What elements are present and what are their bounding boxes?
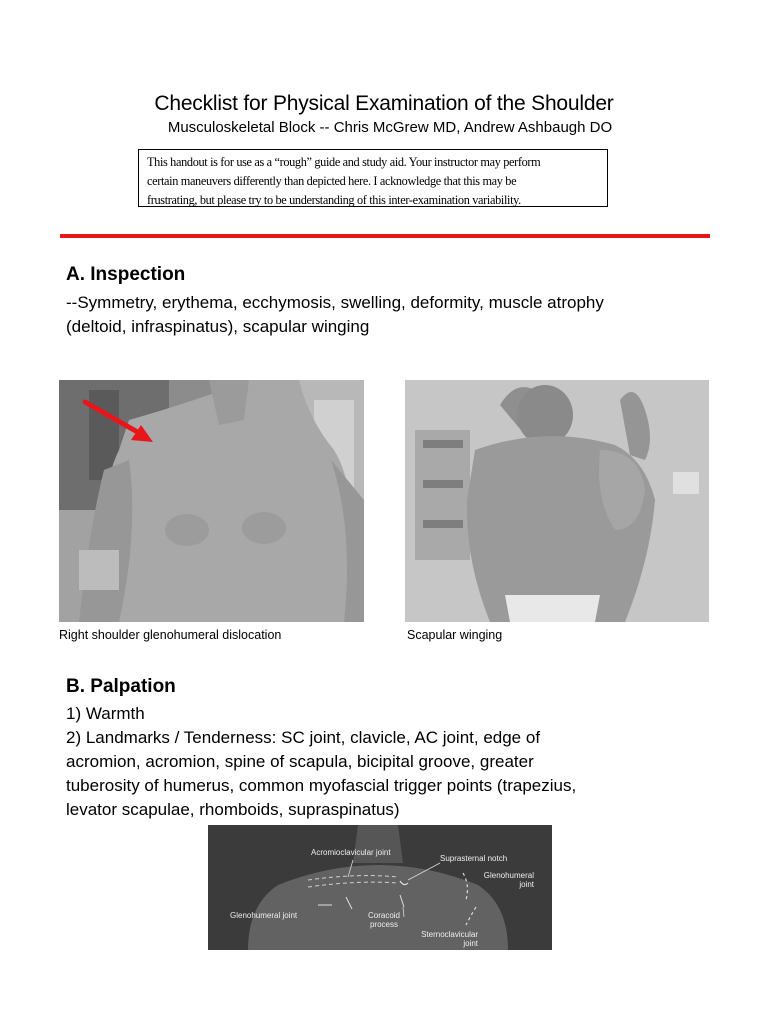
- landmarks-figure: [208, 825, 552, 950]
- dislocation-photo: [59, 380, 364, 622]
- dislocation-caption: Right shoulder glenohumeral dislocation: [59, 628, 282, 642]
- label-glenohumeral-right: [476, 871, 534, 889]
- label-line: process: [369, 920, 398, 929]
- disclaimer-box: [138, 149, 608, 207]
- scapular-winging-photo: [405, 380, 709, 622]
- label-suprasternal: Suprasternal notch: [440, 854, 508, 863]
- red-arrow-icon: [59, 380, 364, 622]
- palpation-text: [66, 702, 706, 822]
- label-line: Coracoid: [367, 911, 400, 920]
- palpation-line: levator scapulae, rhomboids, supraspinatus): [66, 800, 400, 819]
- palpation-line: acromion, acromion, spine of scapula, bicipital groove, greater: [66, 752, 534, 771]
- disclaimer-line: frustrating, but please try to be understanding of this inter-examination variability.: [147, 193, 521, 207]
- palpation-heading: B. Palpation: [66, 676, 176, 697]
- label-glenohumeral-left: Glenohumeral joint: [230, 911, 298, 920]
- palpation-line: tuberosity of humerus, common myofascial trigger points (trapezius,: [66, 776, 577, 795]
- inspection-line: --Symmetry, erythema, ecchymosis, swelling, deformity, muscle atrophy: [66, 293, 604, 312]
- inspection-text: [66, 291, 706, 339]
- label-line: Glenohumeral: [483, 871, 534, 880]
- label-coracoid: [360, 911, 408, 929]
- label-acromioclavicular: Acromioclavicular joint: [311, 848, 391, 857]
- page-subtitle: Musculoskeletal Block -- Chris McGrew MD, Andrew Ashbaugh DO: [167, 119, 613, 136]
- label-sternoclavicular: [408, 930, 478, 948]
- label-line: joint: [463, 939, 478, 948]
- label-line: joint: [519, 880, 534, 889]
- page-title: Checklist for Physical Examination of the Shoulder: [154, 92, 614, 115]
- disclaimer-line: This handout is for use as a “rough” guide and study aid. Your instructor may perform: [147, 155, 541, 169]
- palpation-line: 1) Warmth: [66, 704, 145, 723]
- disclaimer-line: certain maneuvers differently than depicted here. I acknowledge that this may be: [147, 174, 517, 188]
- section-divider: [60, 234, 710, 238]
- inspection-line: (deltoid, infraspinatus), scapular winging: [66, 317, 370, 336]
- label-line: Sternoclavicular: [421, 930, 478, 939]
- inspection-heading: A. Inspection: [66, 264, 186, 285]
- palpation-line: 2) Landmarks / Tenderness: SC joint, clavicle, AC joint, edge of: [66, 728, 541, 747]
- scapular-winging-caption: Scapular winging: [407, 628, 503, 642]
